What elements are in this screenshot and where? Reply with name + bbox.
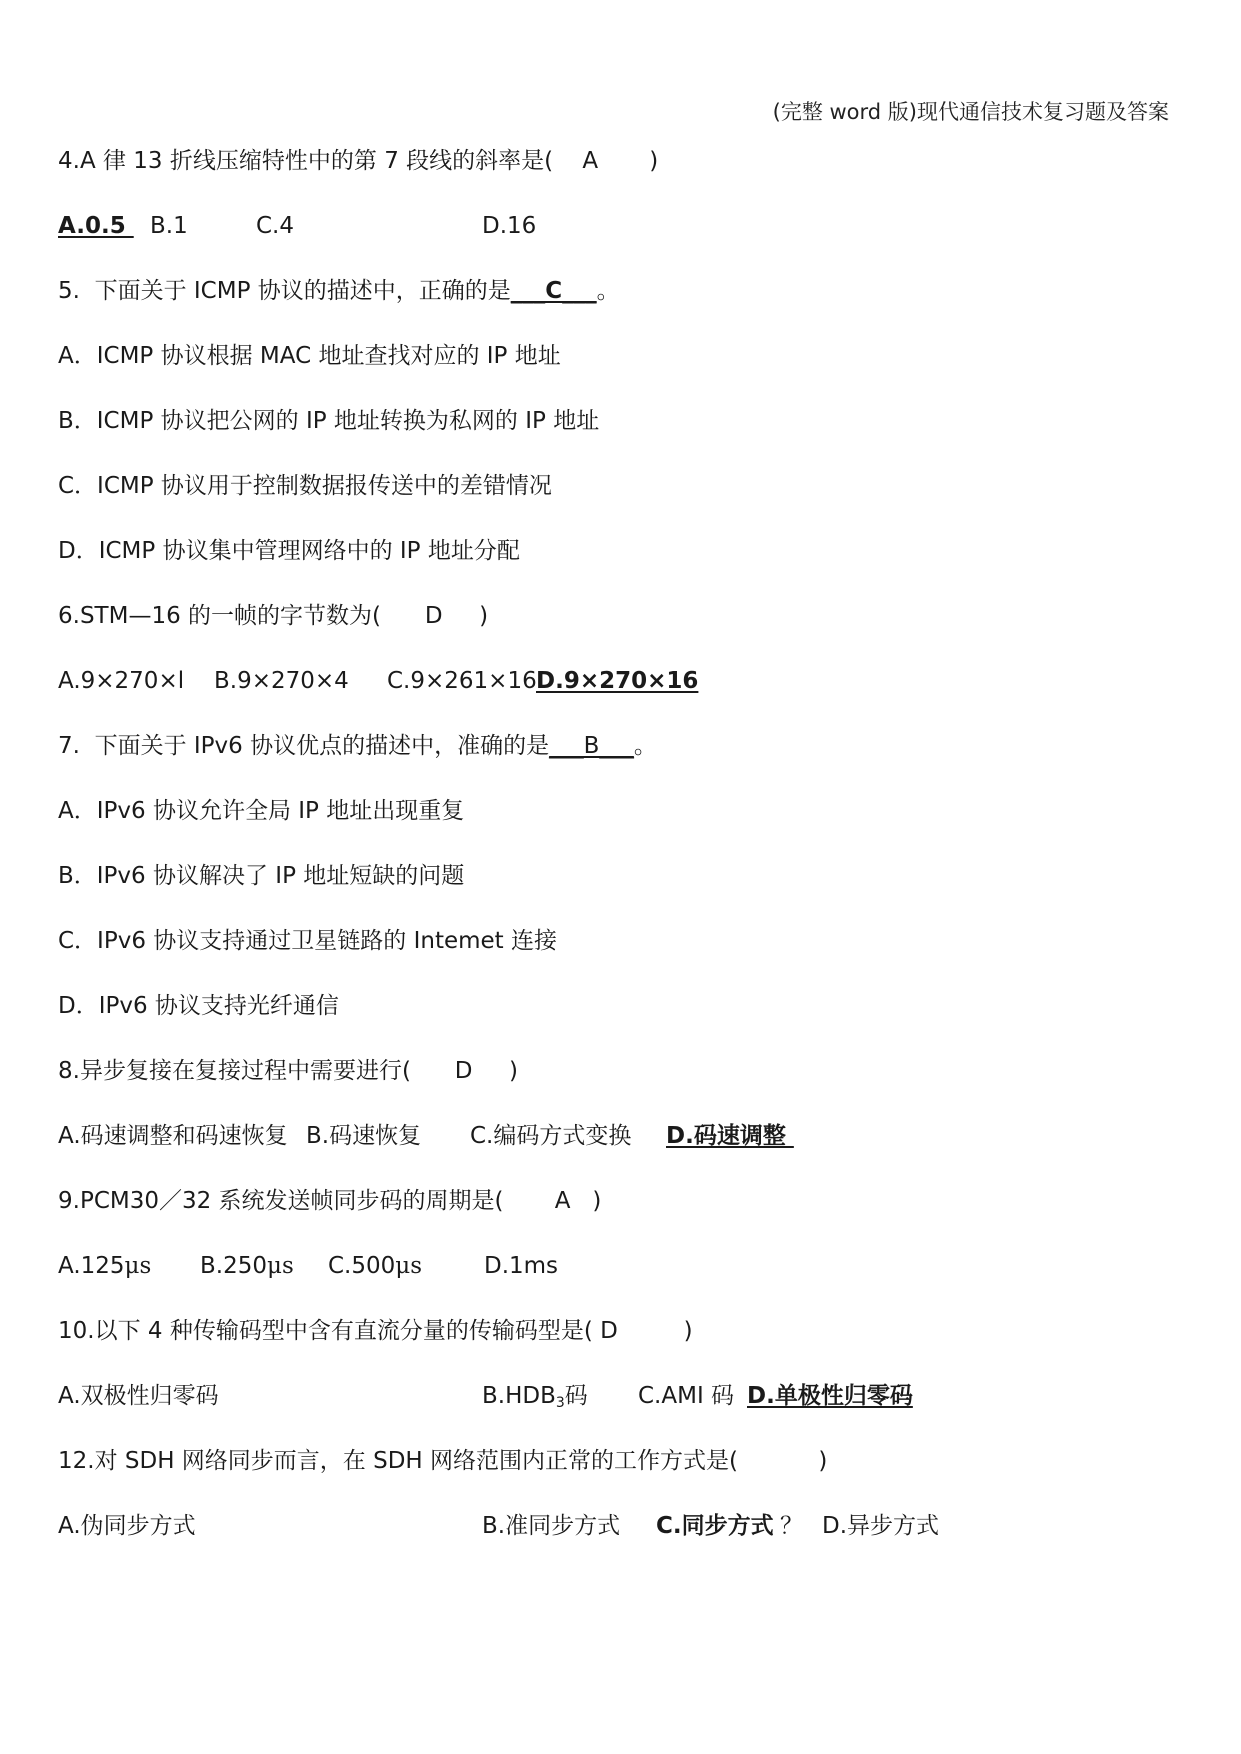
q7-option-c: C．IPv6 协议支持通过卫星链路的 Intemet 连接 xyxy=(58,928,557,954)
question-10-stem: 10.以下 4 种传输码型中含有直流分量的传输码型是( D ) xyxy=(58,1318,693,1344)
q7-stem-text: 7. 下面关于 IPv6 协议优点的描述中，准确的是 xyxy=(58,733,550,759)
q4-option-a-answer: A.0.5 xyxy=(58,213,134,239)
q5-option-a: A．ICMP 协议根据 MAC 地址查找对应的 IP 地址 xyxy=(58,343,561,369)
q7-option-d: D．IPv6 协议支持光纤通信 xyxy=(58,993,339,1019)
q7-option-a: A．IPv6 协议允许全局 IP 地址出现重复 xyxy=(58,798,465,824)
q7-answer-blank: ___B___ xyxy=(549,733,634,759)
question-4-options xyxy=(58,209,1178,274)
q8-option-c: C.编码方式变换 xyxy=(470,1123,632,1149)
q12-question-mark: ？ xyxy=(780,1513,803,1539)
q5-option-d: D．ICMP 协议集中管理网络中的 IP 地址分配 xyxy=(58,538,520,564)
q9-option-c-value: C.500 xyxy=(328,1253,396,1279)
q12-option-c-answer: C.同步方式 xyxy=(656,1513,774,1539)
q5-stem-text: 5. 下面关于 ICMP 协议的描述中，正确的是 xyxy=(58,278,511,304)
q8-option-a: A.码速调整和码速恢复 xyxy=(58,1123,288,1149)
q10-option-b-text: B.HDB xyxy=(482,1383,556,1409)
q12-option-b: B.准同步方式 xyxy=(482,1513,621,1539)
q10-option-b-suffix: 码 xyxy=(564,1383,588,1409)
q9-option-c xyxy=(328,1249,484,1283)
q7-option-b: B．IPv6 协议解决了 IP 地址短缺的问题 xyxy=(58,863,465,889)
q7-stem-end: 。 xyxy=(633,733,657,759)
q8-option-b: B.码速恢复 xyxy=(306,1123,422,1149)
q6-option-a: A.9×270×l xyxy=(58,668,185,694)
q5-answer-blank: ___C___ xyxy=(510,278,597,304)
question-9-options xyxy=(58,1249,1178,1314)
q9-option-a-unit: μs xyxy=(124,1253,152,1279)
q5-option-b: B．ICMP 协议把公网的 IP 地址转换为私网的 IP 地址 xyxy=(58,408,600,434)
question-10-options xyxy=(58,1379,1178,1444)
q9-option-a-value: A.125 xyxy=(58,1253,125,1279)
q4-option-d: D.16 xyxy=(482,213,537,239)
question-6-options xyxy=(58,664,1178,729)
q6-option-d-answer: D.9×270×16 xyxy=(536,668,699,694)
q8-option-d-answer: D.码速调整 xyxy=(666,1123,794,1149)
q4-option-c: C.4 xyxy=(256,213,295,239)
q10-option-b xyxy=(482,1379,638,1420)
q5-stem-end: 。 xyxy=(596,278,620,304)
question-4-stem: 4.A 律 13 折线压缩特性中的第 7 段线的斜率是( A ) xyxy=(58,148,659,174)
question-5-stem xyxy=(58,274,1178,339)
q4-option-b: B.1 xyxy=(150,213,188,239)
question-7-stem xyxy=(58,729,1178,794)
q9-option-b-value: B.250 xyxy=(200,1253,267,1279)
question-9-stem: 9.PCM30／32 系统发送帧同步码的周期是( A ) xyxy=(58,1188,602,1214)
q5-option-c: C．ICMP 协议用于控制数据报传送中的差错情况 xyxy=(58,473,552,499)
q6-option-c: C.9×261×16 xyxy=(387,668,537,694)
q9-option-c-unit: μs xyxy=(395,1253,423,1279)
q10-option-a: A.双极性归零码 xyxy=(58,1383,219,1409)
question-6-stem: 6.STM—16 的一帧的字节数为( D ) xyxy=(58,603,489,629)
q9-option-a xyxy=(58,1249,200,1283)
document-header: (完整 word 版)现代通信技术复习题及答案 xyxy=(772,100,1169,124)
document-body xyxy=(58,144,1178,1574)
q9-option-b xyxy=(200,1249,328,1283)
question-12-stem: 12.对 SDH 网络同步而言，在 SDH 网络范围内正常的工作方式是( ) xyxy=(58,1448,828,1474)
q6-option-b: B.9×270×4 xyxy=(214,668,349,694)
q12-option-a: A.伪同步方式 xyxy=(58,1513,196,1539)
q10-option-d-answer: D.单极性归零码 xyxy=(747,1383,913,1409)
q9-option-b-unit: μs xyxy=(267,1253,294,1279)
q10-option-c: C.AMI 码 xyxy=(638,1383,735,1409)
question-12-options xyxy=(58,1509,1178,1574)
question-8-stem: 8.异步复接在复接过程中需要进行( D ) xyxy=(58,1058,519,1084)
q12-option-d: D.异步方式 xyxy=(822,1513,940,1539)
q9-option-d: D.1ms xyxy=(484,1253,559,1279)
question-8-options xyxy=(58,1119,1178,1184)
q10-option-b-subscript: 3 xyxy=(555,1395,565,1411)
